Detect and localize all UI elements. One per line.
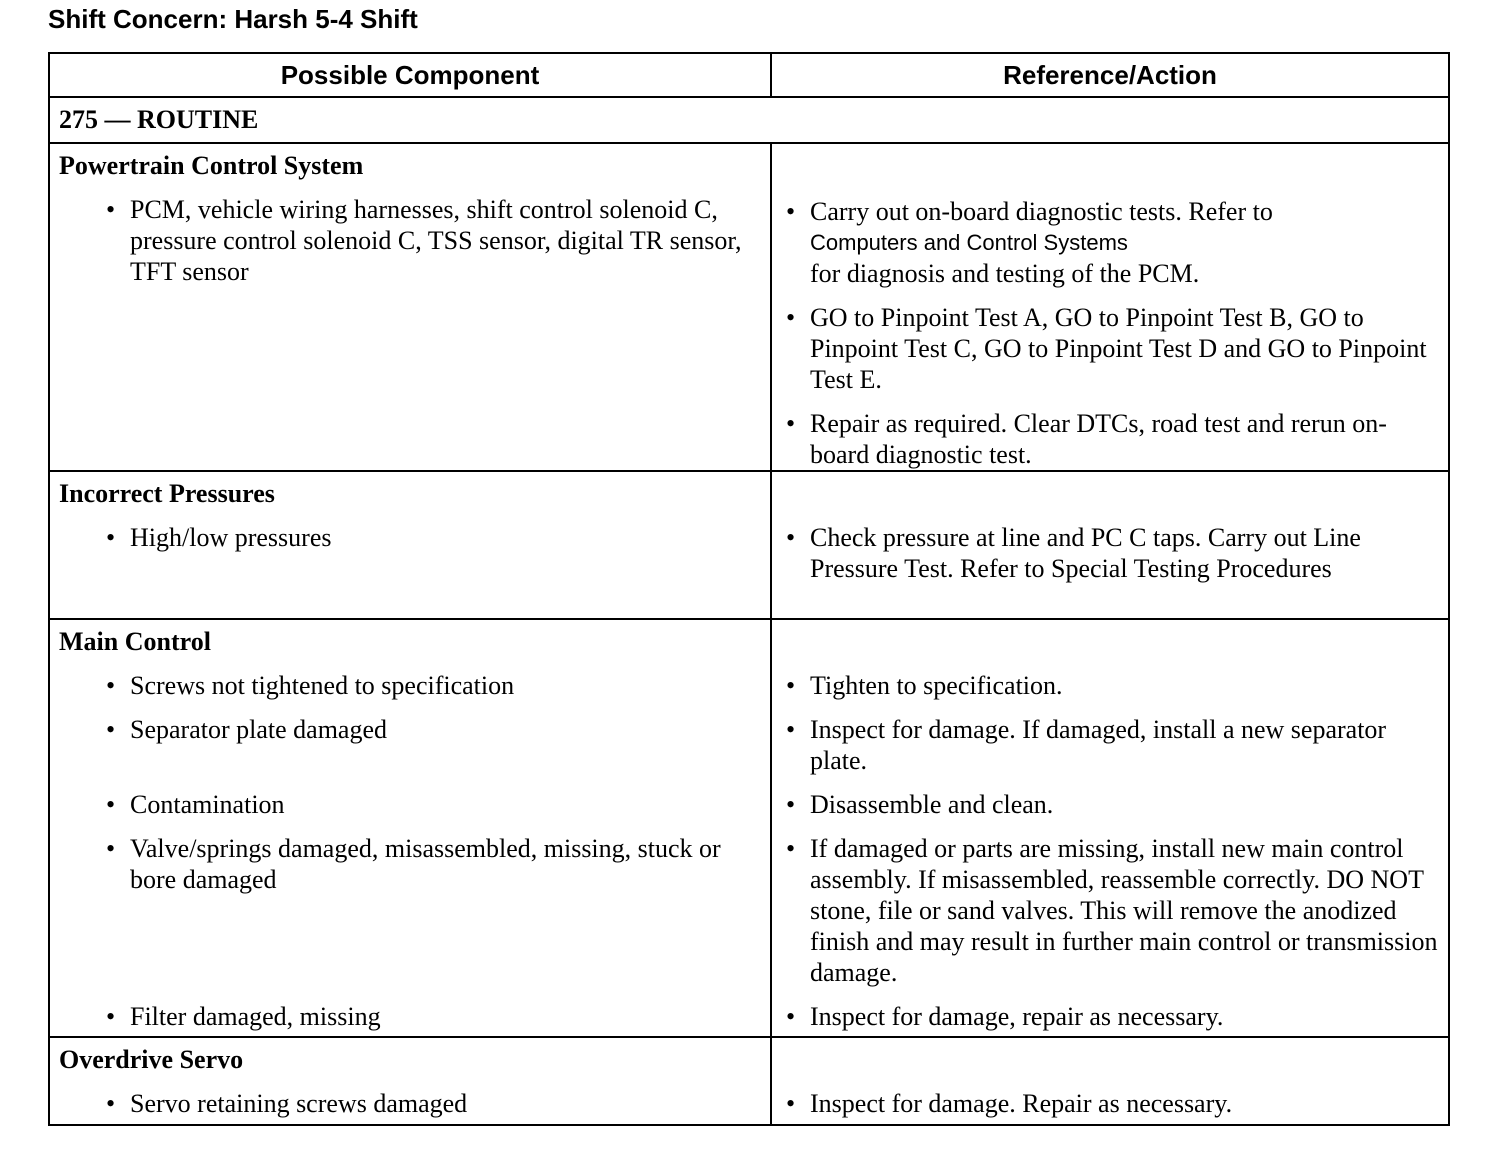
routine-label: 275 — ROUTINE	[49, 97, 1449, 143]
list-item: • Contamination	[106, 789, 762, 820]
action-list	[772, 522, 1448, 584]
diagnostic-table	[48, 52, 1450, 1126]
list-item: • Screws not tightened to specification	[106, 670, 762, 701]
column-header-component: Possible Component	[49, 53, 771, 97]
page-title: Shift Concern: Harsh 5-4 Shift	[48, 4, 418, 34]
table-row	[49, 619, 1449, 1037]
list-item: • Disassemble and clean.	[786, 789, 1438, 820]
action-cell	[771, 143, 1449, 471]
component-cell	[49, 143, 771, 471]
component-list	[50, 522, 770, 553]
section-heading: Overdrive Servo	[59, 1045, 244, 1074]
list-item: • Valve/springs damaged, misassembled, missing, stuck or bore damaged	[106, 833, 762, 988]
action-list	[772, 196, 1448, 470]
section-heading: Incorrect Pressures	[59, 479, 275, 508]
list-item: • PCM, vehicle wiring harnesses, shift control solenoid C, pressure control solenoid C, TSS sensor, digital TR sensor, TFT sensor	[106, 194, 762, 287]
action-cell	[771, 1037, 1449, 1125]
list-item: • GO to Pinpoint Test A, GO to Pinpoint Test B, GO to Pinpoint Test C, GO to Pinpoint Test D and GO to Pinpoint Test E.	[786, 302, 1438, 395]
list-item: • Carry out on-board diagnostic tests. Refer to Computers and Control Systems for diagnosis and testing of the PCM.	[786, 196, 1438, 289]
component-cell	[49, 1037, 771, 1125]
table-header-row	[49, 53, 1449, 97]
component-list	[50, 1088, 770, 1119]
table-row	[49, 471, 1449, 619]
list-item: • Repair as required. Clear DTCs, road test and rerun on-board diagnostic test.	[786, 408, 1438, 470]
action-cell	[771, 471, 1449, 619]
list-item: • Filter damaged, missing	[106, 1001, 762, 1032]
component-cell	[49, 471, 771, 619]
list-item: • High/low pressures	[106, 522, 762, 553]
list-item: • Separator plate damaged	[106, 714, 762, 776]
action-list	[772, 670, 1448, 1032]
component-cell	[49, 619, 771, 1037]
column-header-action: Reference/Action	[771, 53, 1449, 97]
component-list	[50, 194, 770, 287]
list-item: • Inspect for damage. If damaged, install a new separator plate.	[786, 714, 1438, 776]
routine-row	[49, 97, 1449, 143]
list-item: • Inspect for damage, repair as necessary.	[786, 1001, 1438, 1032]
action-list	[772, 1088, 1448, 1119]
list-item: • If damaged or parts are missing, install new main control assembly. If misassembled, reassemble correctly. DO NOT stone, file or sand valves. This will remove the anodized finish and may result in further main control or transmission damage.	[786, 833, 1438, 988]
component-list	[50, 670, 770, 1032]
section-heading: Powertrain Control System	[59, 151, 364, 180]
list-item: • Check pressure at line and PC C taps. Carry out Line Pressure Test. Refer to Special Testing Procedures	[786, 522, 1438, 584]
list-item: • Servo retaining screws damaged	[106, 1088, 762, 1119]
table-row	[49, 143, 1449, 471]
table-row	[49, 1037, 1449, 1125]
section-heading: Main Control	[59, 627, 211, 656]
list-item: • Inspect for damage. Repair as necessary.	[786, 1088, 1438, 1119]
reference-link[interactable]: Computers and Control Systems	[810, 230, 1128, 255]
list-item: • Tighten to specification.	[786, 670, 1438, 701]
action-cell	[771, 619, 1449, 1037]
